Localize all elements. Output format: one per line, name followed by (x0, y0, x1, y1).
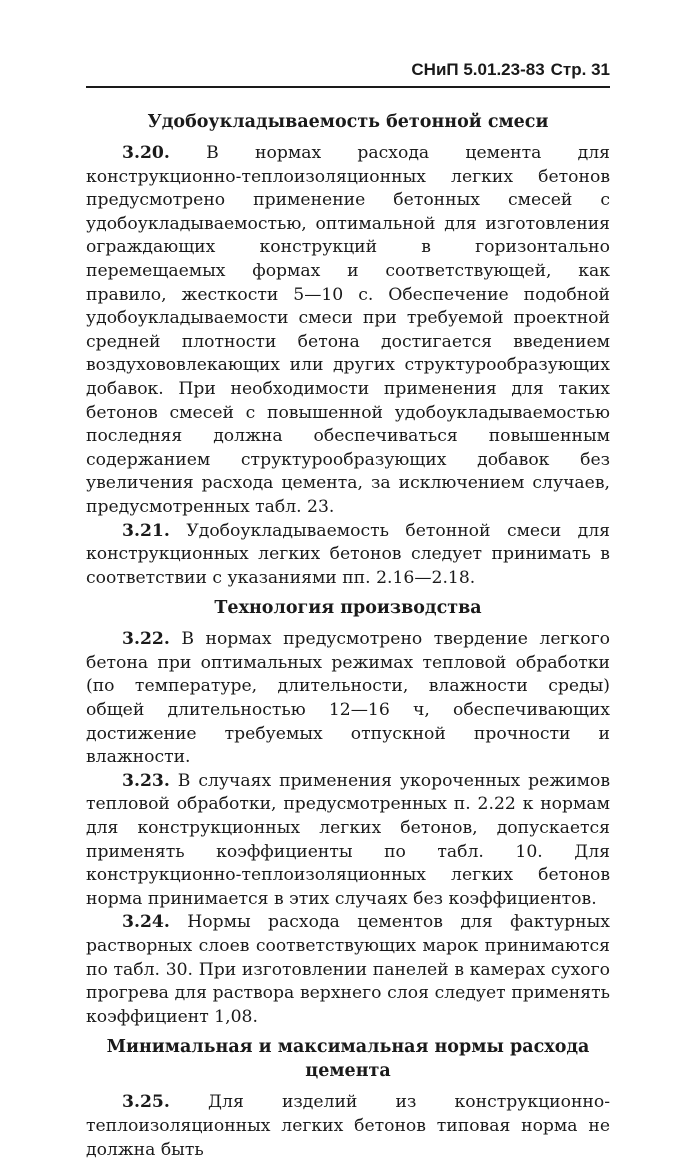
paragraph-text: В нормах расхода цемента для конструкционно-теплоизоляционных легких бетонов предусмотрено применение бетонных смесей с удобоукладываемостью, оптимальной для изготовления ограждающих конструкций в горизонтально перемещаемых формах и соответствующей, как правило, жесткости 5—10 с. Обеспечение подобной удобоукладываемости смеси при требуемой проектной средней плотности бетона достигается введением воздухововлекающих или других структурообразующих добавок. При необходимости применения для таких бетонов смесей с повышенной удобоукладываемостью последняя должна обеспечиваться повышенным содержанием структурообразующих добавок без увеличения расхода цемента, за исключением случаев, предусмотренных табл. 23. (86, 143, 610, 517)
section-heading: Технология производства (214, 598, 482, 619)
paragraph-number: 3.24. (122, 912, 170, 933)
section-heading: Удобоукладываемость бетонной смеси (147, 112, 549, 132)
paragraph-number: 3.21. (122, 520, 170, 541)
paragraph (86, 1091, 610, 1162)
paragraph (86, 770, 610, 912)
page-number: Стр. 31 (550, 60, 610, 79)
paragraph-number: 3.23. (122, 770, 170, 791)
page-header (86, 60, 610, 88)
paragraph (86, 520, 610, 591)
paragraph (86, 628, 610, 770)
paragraph-text: Для изделий из конструкционно-теплоизоляционных легких бетонов типовая норма не должна быть (86, 1092, 611, 1160)
paragraph-number: 3.22. (122, 629, 170, 650)
paragraph (86, 911, 610, 1029)
paragraph-text: В случаях применения укороченных режимов тепловой обработки, предусмотренных п. 2.22 к нормам для конструкционных легких бетонов, допускается применять коэффициенты по табл. 10. Для конструкционно-теплоизоляционных легких бетонов норма принимается в этих случаях без коэффициентов. (86, 770, 610, 909)
paragraph (86, 142, 610, 520)
paragraph-text: Нормы расхода цементов для фактурных растворных слоев соответствующих марок принимаются по табл. 30. При изготовлении панелей в камерах сухого прогрева для раствора верхнего слоя следует применять коэффициент 1,08. (86, 912, 610, 1027)
paragraph-text: Удобоукладываемость бетонной смеси для конструкционных легких бетонов следует принимать в соответствии с указаниями пп. 2.16—2.18. (86, 520, 610, 588)
paragraph-text: В нормах предусмотрено твердение легкого бетона при оптимальных режимах тепловой обработки (по температуре, длительности, влажности среды) общей длительностью 12—16 ч, обеспечивающих достижение требуемых отпускной прочности и влажности. (86, 629, 610, 768)
paragraph-number: 3.20. (122, 143, 170, 163)
doc-code: СНиП 5.01.23-83 (411, 60, 545, 79)
paragraph-number: 3.25. (122, 1092, 170, 1113)
section-heading: Минимальная и максимальная нормы расхода цемента (106, 1037, 590, 1082)
